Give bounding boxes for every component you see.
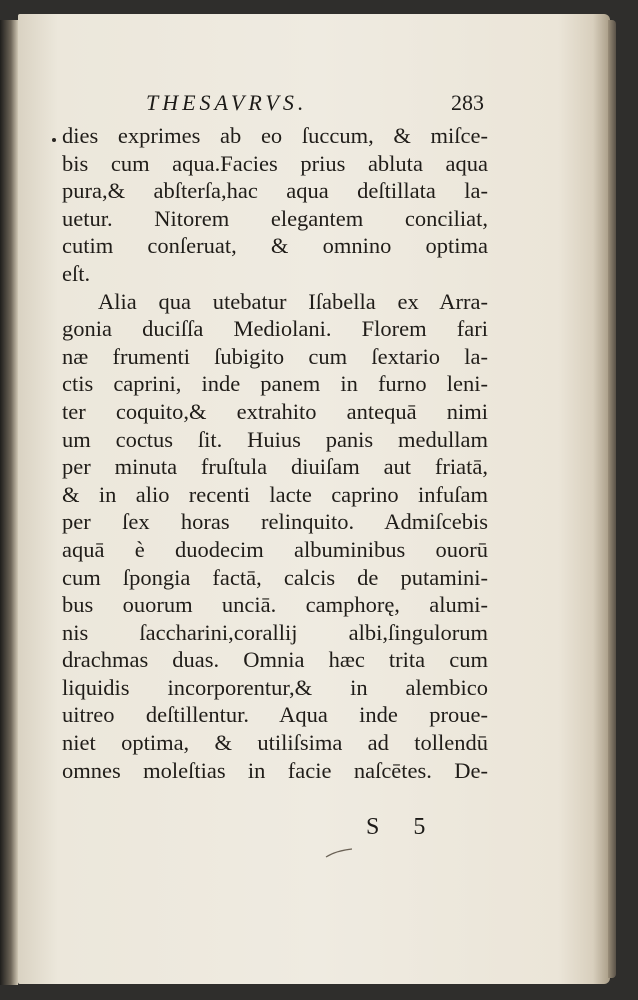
text-line: per ſex horas relinquito. Admiſcebis: [62, 509, 488, 535]
text-line: omnes moleſtias in facie naſcētes. De-: [62, 757, 488, 783]
text-line: bis cum aqua.Facies prius abluta aqua: [62, 150, 488, 176]
running-head: THESAVRVS.: [146, 90, 308, 115]
text-line: uetur. Nitorem elegantem conciliat,: [62, 205, 488, 231]
page-number: 283: [451, 90, 484, 115]
text-line: gonia duciſſa Mediolani. Florem fari: [62, 316, 488, 342]
text-line: næ frumenti ſubigito cum ſextario la-: [62, 343, 488, 369]
signature-mark: S 5: [366, 814, 440, 840]
text-line: niet optima, & utiliſsima ad tollendū: [62, 730, 488, 756]
text-line: ter coquito,& extrahito antequā nimi: [62, 398, 488, 424]
body-text: [62, 122, 488, 784]
text-line: cutim conſeruat, & omnino optima: [62, 233, 488, 259]
text-line: Alia qua utebatur Iſabella ex Arra-: [98, 288, 488, 314]
text-line: um coctus ſit. Huius panis medullam: [62, 426, 488, 452]
text-line: nis ſaccharini,corallij albi,ſingulorum: [62, 619, 488, 645]
text-line: aquā è duodecim albuminibus ouorū: [62, 536, 488, 562]
text-line: & in alio recenti lacte caprino infuſam: [62, 481, 488, 507]
text-line: eſt.: [62, 260, 91, 286]
text-line: liquidis incorporentur,& in alembico: [62, 674, 488, 700]
text-line: dies exprimes ab eo ſuccum, & miſce-: [62, 123, 488, 148]
text-line: uitreo deſtillentur. Aqua inde proue-: [62, 702, 488, 728]
pen-stroke-mark: [324, 846, 354, 860]
text-line: ctis caprini, inde panem in furno leni-: [62, 371, 488, 397]
text-line: cum ſpongia factā, calcis de putamini-: [62, 564, 488, 590]
text-line: bus ouorum unciā. camphorę, alumi-: [62, 592, 488, 618]
ink-dot: [52, 138, 56, 142]
page-fore-edge: [608, 20, 616, 978]
text-line: per minuta fruſtula diuiſam aut friatā,: [62, 454, 488, 480]
book-page: [18, 14, 610, 984]
text-line: drachmas duas. Omnia hæc trita cum: [62, 647, 488, 673]
page-header: [146, 90, 484, 118]
text-line: pura,& abſterſa,hac aqua deſtillata la-: [62, 178, 488, 204]
facing-page-edge: [0, 20, 18, 985]
